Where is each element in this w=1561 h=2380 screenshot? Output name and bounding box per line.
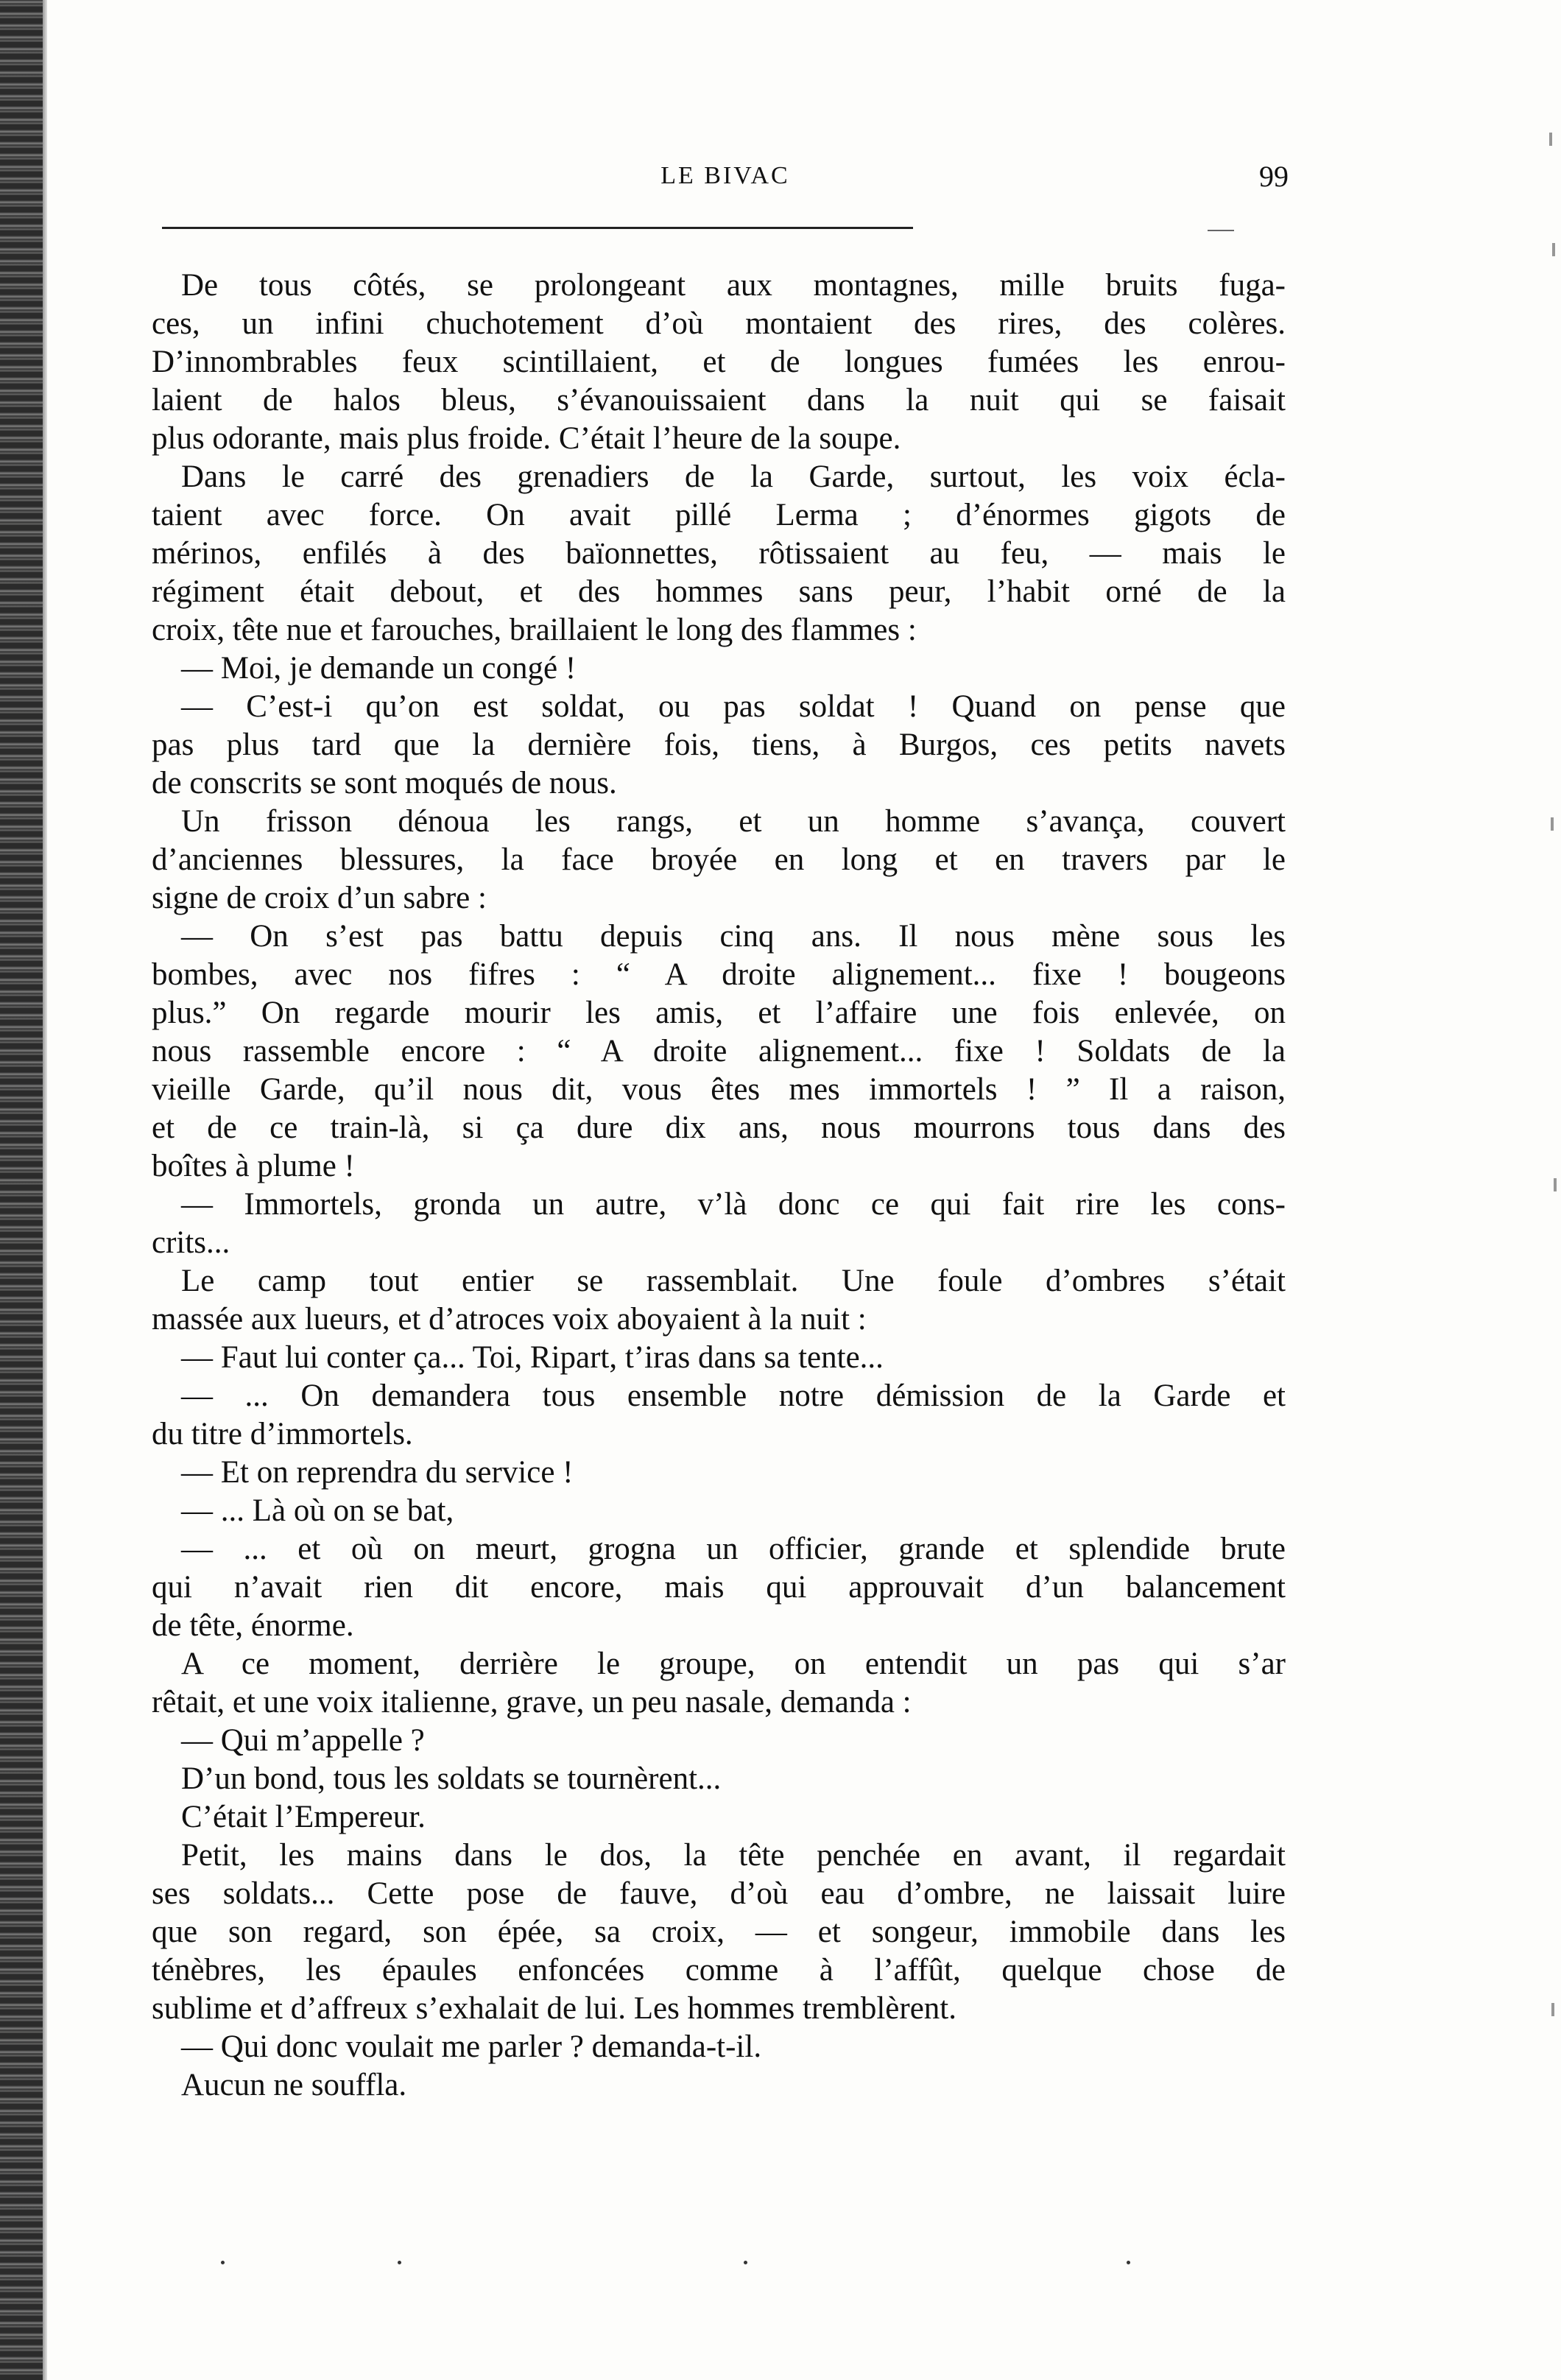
text-line: — On s’est pas battu depuis cinq ans. Il nous mène sous les [181,919,1286,954]
text-line: sublime et d’affreux s’exhalait de lui. Les hommes tremblèrent. [152,1991,956,2026]
text-line: ces, un infini chuchotement d’où montaient des rires, des colères. [152,306,1286,341]
page-number: 99 [1259,160,1289,193]
text-line: qui n’avait rien dit encore, mais qui approuvait d’un balancement [152,1570,1286,1605]
binding-strip [0,0,43,2380]
text-line: d’anciennes blessures, la face broyée en long et en travers par le [152,842,1286,877]
text-line: — C’est-i qu’on est soldat, ou pas soldat ! Quand on pense que [181,689,1286,724]
text-line: rêtait, et une voix italienne, grave, un peu nasale, demanda : [152,1685,912,1719]
text-line: vieille Garde, qu’il nous dit, vous êtes mes immortels ! ” Il a raison, [152,1072,1286,1107]
text-line: — ... On demandera tous ensemble notre démission de la Garde et [181,1379,1286,1413]
text-line: boîtes à plume ! [152,1149,355,1183]
scan-dots [0,2261,1561,2275]
text-line: de tête, énorme. [152,1608,354,1643]
text-line: pas plus tard que la dernière fois, tiens, à Burgos, ces petits navets [152,728,1286,762]
text-line: plus.” On regarde mourir les amis, et l’affaire une fois enlevée, on [152,996,1286,1030]
text-line: crits... [152,1225,230,1260]
text-line: — Et on reprendra du service ! [181,1455,574,1490]
text-line: plus odorante, mais plus froide. C’était l’heure de la soupe. [152,421,901,456]
text-line: — ... et où on meurt, grogna un officier, grande et splendide brute [181,1532,1286,1566]
text-line: croix, tête nue et farouches, braillaient le long des flammes : [152,613,917,647]
header-rule-mark [1208,230,1234,231]
text-line: Dans le carré des grenadiers de la Garde, surtout, les voix écla- [181,460,1286,494]
text-line: — Immortels, gronda un autre, v’là donc ce qui fait rire les cons- [181,1187,1286,1222]
text-line: D’innombrables feux scintillaient, et de longues fumées les enrou- [152,345,1286,379]
binding-edge [43,0,47,2380]
text-line: Le camp tout entier se rassemblait. Une foule d’ombres s’était [181,1264,1286,1298]
text-line: mérinos, enfilés à des baïonnettes, rôtissaient au feu, — mais le [152,536,1286,571]
text-line: Petit, les mains dans le dos, la tête penchée en avant, il regardait [181,1838,1286,1873]
text-line: Un frisson dénoua les rangs, et un homme s’avança, couvert [181,804,1286,839]
text-line: — Qui m’appelle ? [181,1723,425,1758]
text-line: C’était l’Empereur. [181,1800,426,1834]
text-line: du titre d’immortels. [152,1417,413,1451]
text-line: bombes, avec nos fifres : “ A droite alignement... fixe ! bougeons [152,957,1286,992]
text-line: ténèbres, les épaules enfoncées comme à l’affût, quelque chose de [152,1953,1286,1988]
text-line: D’un bond, tous les soldats se tournèrent... [181,1761,722,1796]
header-rule [162,227,913,229]
scan-specks [1539,0,1561,2380]
text-line: Aucun ne souffla. [181,2068,407,2102]
text-line: laient de halos bleus, s’évanouissaient dans la nuit qui se faisait [152,383,1286,418]
text-line: — ... Là où on se bat, [181,1493,454,1528]
text-line: et de ce train-là, si ça dure dix ans, nous mourrons tous dans des [152,1110,1286,1145]
running-title: LE BIVAC [660,162,790,189]
text-line: que son regard, son épée, sa croix, — et songeur, immobile dans les [152,1915,1286,1949]
text-line: nous rassemble encore : “ A droite alignement... fixe ! Soldats de la [152,1034,1286,1068]
text-line: massée aux lueurs, et d’atroces voix aboyaient à la nuit : [152,1302,867,1337]
text-line: taient avec force. On avait pillé Lerma ; d’énormes gigots de [152,498,1286,532]
body-text [152,267,1286,2105]
text-line: signe de croix d’un sabre : [152,881,487,915]
text-line: — Moi, je demande un congé ! [181,651,577,686]
text-line: A ce moment, derrière le groupe, on entendit un pas qui s’ar [181,1647,1286,1681]
text-line: — Faut lui conter ça... Toi, Ripart, t’iras dans sa tente... [181,1340,884,1375]
text-line: ses soldats... Cette pose de fauve, d’où eau d’ombre, ne laissait luire [152,1876,1286,1911]
text-line: — Qui donc voulait me parler ? demanda-t-il. [181,2029,762,2064]
text-line: De tous côtés, se prolongeant aux montagnes, mille bruits fuga- [181,268,1286,303]
text-line: régiment était debout, et des hommes sans peur, l’habit orné de la [152,574,1286,609]
text-line: de conscrits se sont moqués de nous. [152,766,617,800]
page-header [162,156,1289,200]
